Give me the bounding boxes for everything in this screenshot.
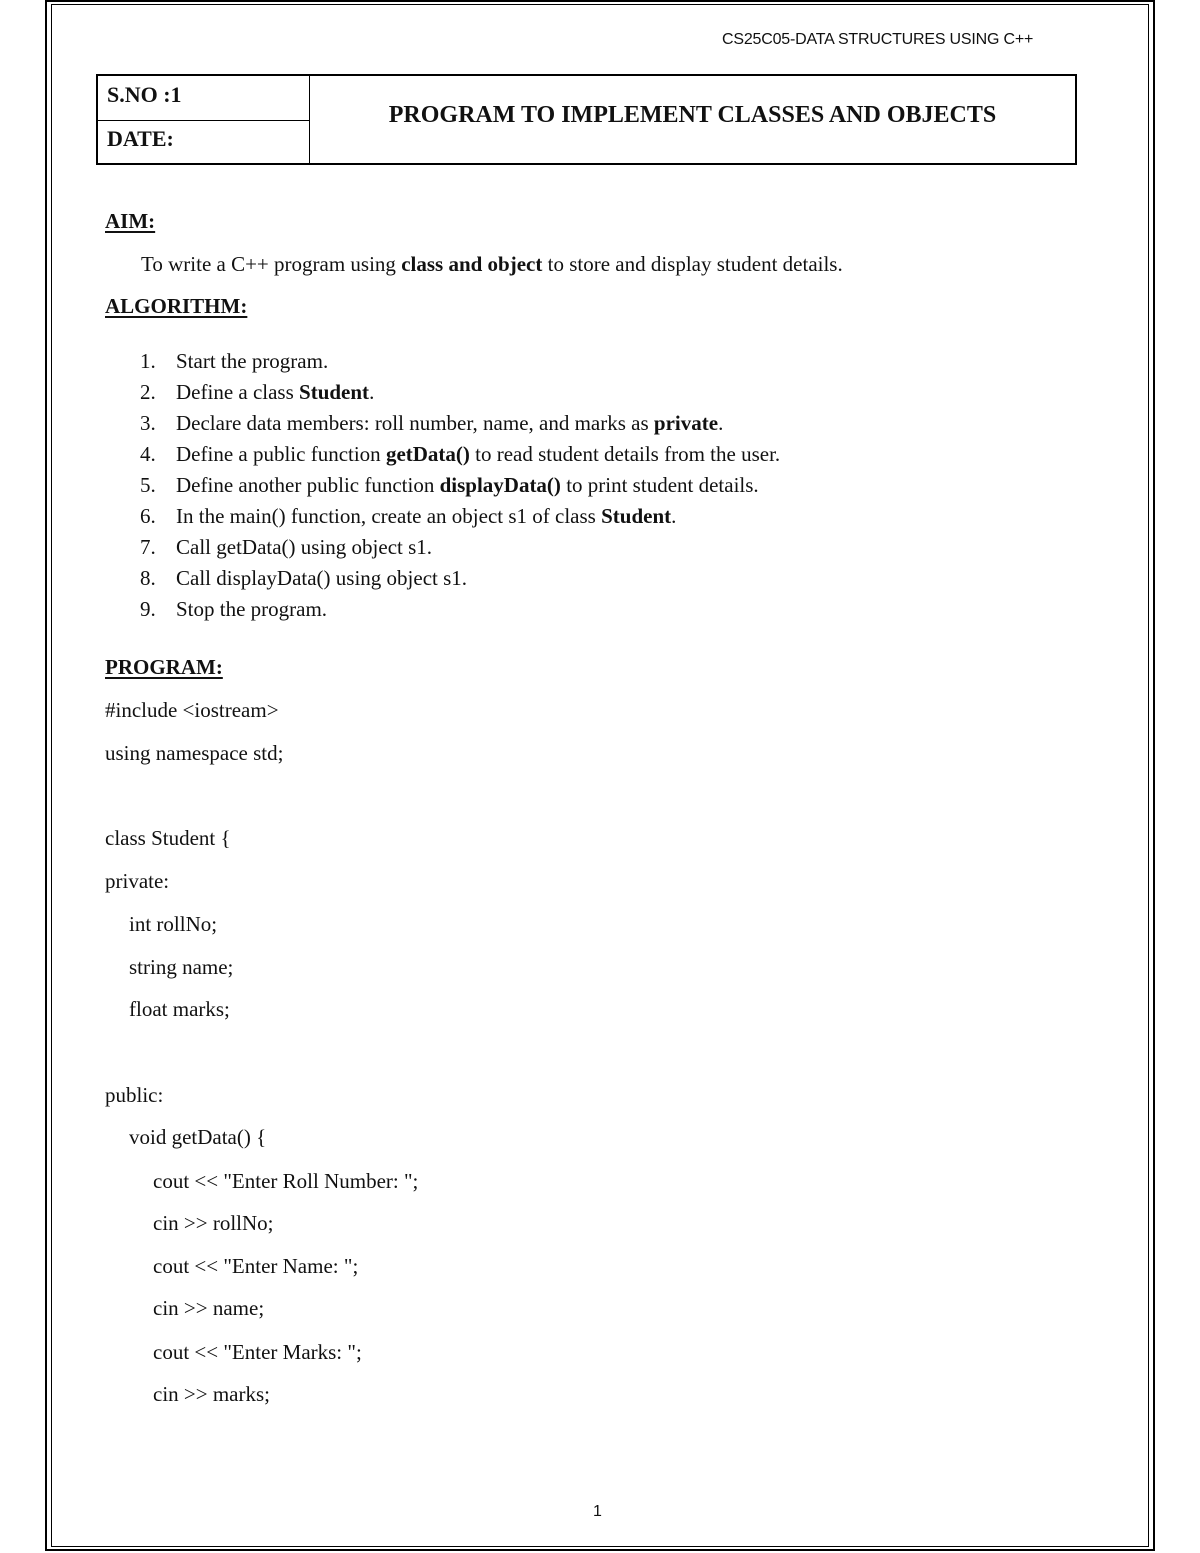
step-text-after: . — [671, 504, 677, 528]
algorithm-step — [140, 439, 780, 470]
code-line: public: — [105, 1083, 164, 1107]
code-line: cout << "Enter Marks: "; — [153, 1340, 362, 1364]
code-line: private: — [105, 869, 170, 893]
date-label: DATE: — [107, 126, 174, 151]
running-header: CS25C05-DATA STRUCTURES USING C++ — [722, 31, 1034, 48]
step-bold: Student — [601, 504, 672, 528]
step-text: Call getData() using object s1. — [176, 535, 433, 559]
code-line: cin >> rollNo; — [153, 1211, 274, 1235]
algorithm-step — [140, 470, 780, 501]
title-left-cell — [98, 76, 310, 163]
code-line: float marks; — [129, 997, 230, 1021]
step-text: Start the program. — [176, 349, 329, 373]
code-line: class Student { — [105, 826, 231, 850]
code-line: cin >> name; — [153, 1296, 265, 1320]
algorithm-heading: ALGORITHM: — [105, 294, 248, 318]
title-divider — [98, 120, 309, 121]
algorithm-step — [140, 532, 780, 563]
step-text: Declare data members: roll number, name, and marks as — [176, 411, 654, 435]
step-bold: private — [653, 411, 719, 435]
step-text-after: . — [369, 380, 375, 404]
program-heading: PROGRAM: — [105, 655, 223, 679]
step-number: 5. — [140, 473, 156, 497]
algorithm-step — [140, 563, 780, 594]
step-number: 7. — [140, 535, 156, 559]
algorithm-step — [140, 501, 780, 532]
algorithm-list — [140, 346, 780, 625]
aim-text-before: To write a C++ program using — [141, 252, 402, 276]
aim-text — [141, 252, 843, 277]
step-bold: displayData() — [439, 473, 561, 497]
algorithm-step — [140, 346, 780, 377]
step-bold: Student — [299, 380, 370, 404]
program-title: PROGRAM TO IMPLEMENT CLASSES AND OBJECTS — [388, 102, 997, 128]
aim-text-after: to store and display student details. — [542, 252, 843, 276]
aim-text-bold: class and object — [401, 252, 543, 276]
code-line: string name; — [129, 955, 234, 979]
step-text-after: to print student details. — [560, 473, 759, 497]
step-number: 2. — [140, 380, 156, 404]
code-line: #include <iostream> — [105, 698, 279, 722]
code-line: void getData() { — [129, 1125, 267, 1149]
page-number: 1 — [593, 1503, 602, 1520]
step-text-after: to read student details from the user. — [469, 442, 781, 466]
code-line: cout << "Enter Name: "; — [153, 1254, 359, 1278]
step-number: 6. — [140, 504, 156, 528]
algorithm-step — [140, 377, 780, 408]
step-text: Define a class — [176, 380, 300, 404]
algorithm-step — [140, 594, 780, 625]
code-line: int rollNo; — [129, 912, 218, 936]
step-text: Define another public function — [176, 473, 440, 497]
code-line: cin >> marks; — [153, 1382, 270, 1406]
algorithm-step — [140, 408, 780, 439]
step-number: 9. — [140, 597, 156, 621]
step-text: Define a public function — [176, 442, 386, 466]
code-line: using namespace std; — [105, 741, 284, 765]
title-table — [96, 74, 1077, 165]
step-text: In the main() function, create an object s1 of class — [176, 504, 602, 528]
step-text: Call displayData() using object s1. — [176, 566, 468, 590]
step-text-after: . — [718, 411, 724, 435]
step-number: 3. — [140, 411, 156, 435]
step-number: 4. — [140, 442, 156, 466]
step-text: Stop the program. — [176, 597, 328, 621]
serial-number-label: S.NO :1 — [107, 82, 182, 107]
aim-heading: AIM: — [105, 209, 156, 233]
code-line: cout << "Enter Roll Number: "; — [153, 1169, 419, 1193]
step-bold: getData() — [385, 442, 470, 466]
step-number: 1. — [140, 349, 156, 373]
step-number: 8. — [140, 566, 156, 590]
